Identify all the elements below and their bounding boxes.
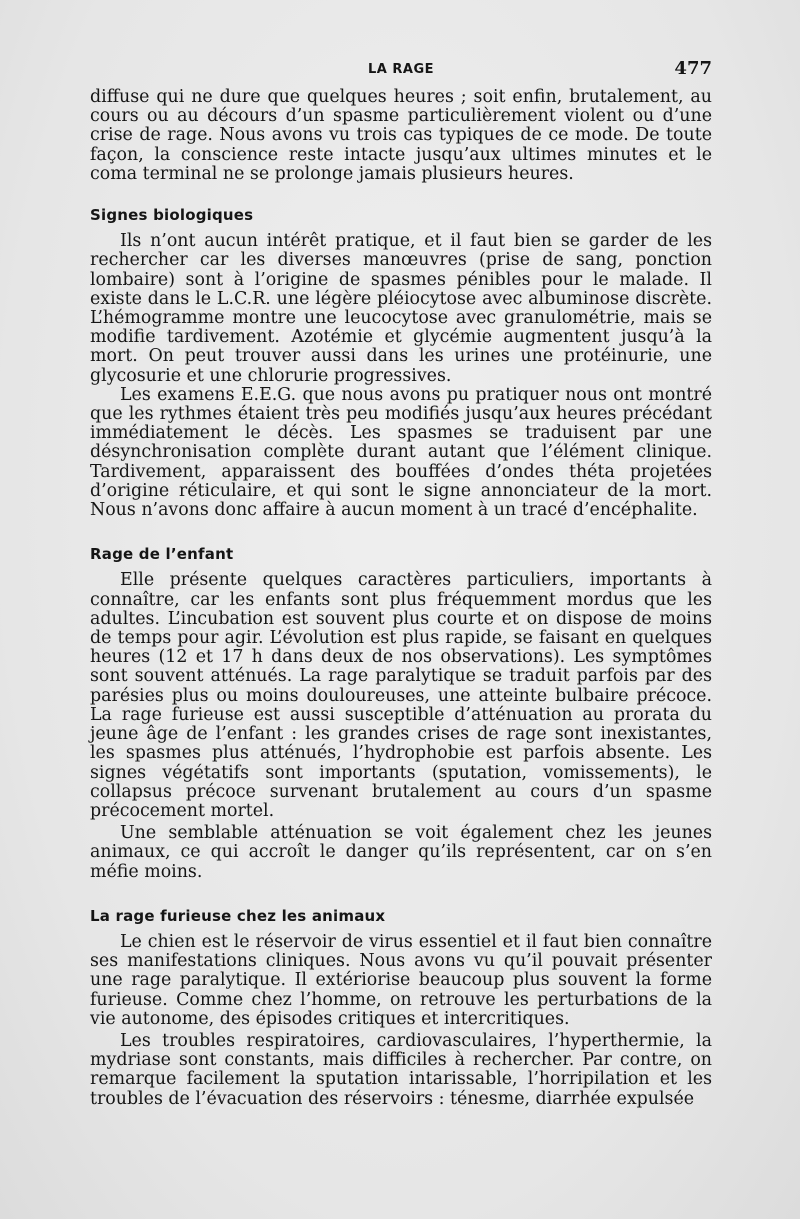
page-header — [90, 58, 712, 82]
section-heading-enfant: Rage de l’enfant — [90, 545, 234, 564]
intro-paragraph: diffuse qui ne dure que quelques heures ; soit enfin, brutalement, au cours ou au décours d’un spasme particulièrement violent ou d’une crise de rage. Nous avons vu trois cas typiques de ce mode. De toute façon, la conscience reste intacte jusqu’aux ultimes minutes et le coma terminal ne se prolonge jamais plusieurs heures. — [90, 87, 712, 184]
enfant-paragraph-2: Une semblable atténuation se voit également chez les jeunes animaux, ce qui accroît le danger qu’ils représentent, car on s’en méfie moins. — [90, 823, 712, 882]
biologiques-paragraph-2: Les examens E.E.G. que nous avons pu pratiquer nous ont montré que les rythmes étaient très peu modifiés jusqu’aux heures précédant immédiatement le décès. Les spasmes se traduisent par une désynchronisation complète durant autant que l’élément clinique. Tardivement, apparaissent des bouffées d’ondes théta projetées d’origine réticulaire, et qui sont le signe annonciateur de la mort. Nous n’avons donc affaire à aucun moment à un tracé d’encéphalite. — [90, 384, 712, 521]
enfant-paragraph-1: Elle présente quelques caractères particuliers, importants à connaître, car les enfants sont plus fréquemment mordus que les adultes. L’incubation est souvent plus courte et on dispose de moins de temps pour agir. L’évolution est plus rapide, se faisant en quelques heures (12 et 17 h dans deux de nos observations). Les symptômes sont souvent atténués. La rage paralytique se traduit parfois par des parésies plus ou moins douloureuses, une atteinte bulbaire précoce. La rage furieuse est aussi susceptible d’atténuation au prorata du jeune âge de l’enfant : les grandes crises de rage sont inexistantes, les spasmes plus atténués, l’hydrophobie est parfois absente. Les signes végétatifs sont importants (sputation, vomissements), le collapsus précoce survenant brutalement au cours d’un spasme précocement mortel. — [90, 570, 712, 821]
page-number: 477 — [674, 58, 712, 79]
page-body — [90, 88, 712, 1109]
biologiques-paragraph-1: Ils n’ont aucun intérêt pratique, et il faut bien se garder de les rechercher car les diverses manœuvres (prise de sang, ponction lombaire) sont à l’origine de spasmes pénibles pour le malade. Il existe dans le L.C.R. une légère pléiocytose avec albuminose discrète. L’hémogramme montre une leucocytose avec granulométrie, mais se modifie tardivement. Azotémie et glycémie augmentent jusqu’à la mort. On peut trouver aussi dans les urines une protéinurie, une glycosurie et une chlorurie progressives. — [90, 231, 712, 386]
animaux-paragraph-2: Les troubles respiratoires, cardiovasculaires, l’hyperthermie, la mydriase sont constants, mais difficiles à rechercher. Par contre, on remarque facilement la sputation intarissable, l’horripilation et les troubles de l’évacuation des réservoirs : ténesme, diarrhée expulsée — [90, 1030, 712, 1109]
section-heading-animaux: La rage furieuse chez les animaux — [90, 906, 386, 925]
running-title: LA RAGE — [368, 62, 434, 77]
section-heading-biologiques: Signes biologiques — [90, 206, 254, 225]
animaux-paragraph-1: Le chien est le réservoir de virus essentiel et il faut bien connaître ses manifestations cliniques. Nous avons vu qu’il pouvait présenter une rage paralytique. Il extériorise beaucoup plus souvent la forme furieuse. Comme chez l’homme, on retrouve les perturbations de la vie autonome, des épisodes critiques et intercritiques. — [90, 931, 712, 1029]
